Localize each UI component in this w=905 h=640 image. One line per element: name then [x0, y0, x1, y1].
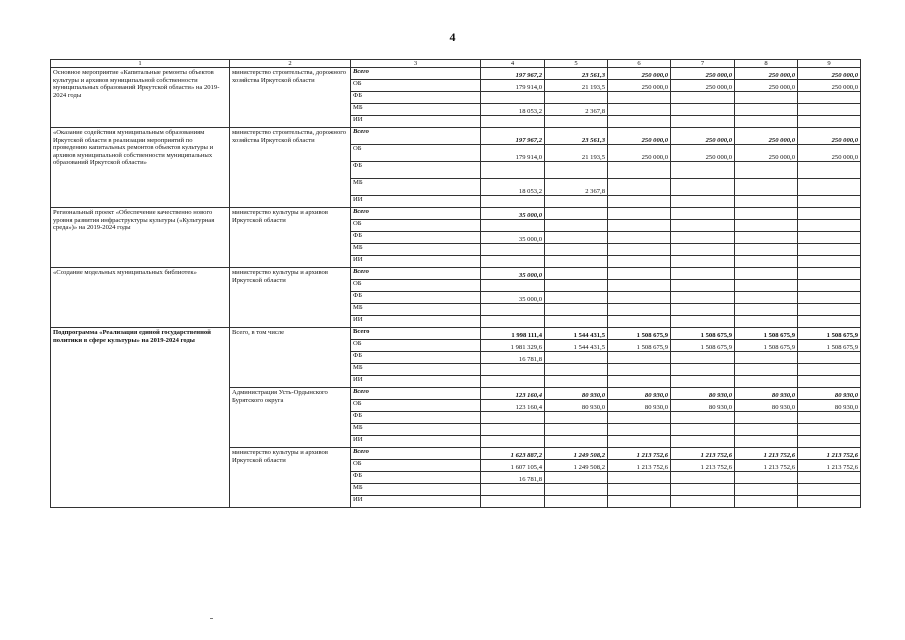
value-cell	[735, 116, 798, 128]
value-cell	[608, 220, 671, 232]
funding-source: ОБ	[351, 220, 481, 232]
value-cell: 179 914,0	[481, 145, 545, 162]
table-row	[51, 68, 861, 80]
value-cell	[481, 116, 545, 128]
measure-name: «Создание модельных муниципальных библиотек»	[51, 268, 230, 328]
funding-source: ОБ	[351, 400, 481, 412]
value-cell	[545, 376, 608, 388]
value-cell	[671, 412, 735, 424]
funding-source: ФБ	[351, 352, 481, 364]
value-cell	[735, 316, 798, 328]
value-cell	[608, 412, 671, 424]
value-cell	[798, 376, 861, 388]
value-cell	[671, 496, 735, 508]
value-cell	[481, 256, 545, 268]
value-cell: 123 160,4	[481, 400, 545, 412]
funding-source: ОБ	[351, 280, 481, 292]
executor-name: министерство культуры и архивов Иркутской области	[230, 448, 351, 508]
value-cell	[798, 292, 861, 304]
value-cell	[608, 104, 671, 116]
funding-source: МБ	[351, 304, 481, 316]
value-cell: 250 000,0	[798, 80, 861, 92]
value-cell	[798, 116, 861, 128]
value-cell: 1 508 675,9	[671, 340, 735, 352]
value-cell: 1 508 675,9	[671, 328, 735, 340]
value-cell: 80 930,0	[545, 400, 608, 412]
value-cell	[798, 496, 861, 508]
value-cell	[735, 292, 798, 304]
value-cell: 250 000,0	[608, 145, 671, 162]
value-cell: 1 213 752,6	[798, 448, 861, 460]
value-cell	[481, 412, 545, 424]
value-cell: 80 930,0	[735, 400, 798, 412]
executor-name: Всего, в том числе	[230, 328, 351, 388]
value-cell	[671, 256, 735, 268]
value-cell: 1 213 752,6	[671, 448, 735, 460]
funding-source: Всего	[351, 268, 481, 280]
value-cell	[671, 364, 735, 376]
value-cell: 16 781,8	[481, 472, 545, 484]
funding-source: ИИ	[351, 496, 481, 508]
value-cell	[545, 232, 608, 244]
value-cell	[671, 280, 735, 292]
value-cell: 35 000,0	[481, 268, 545, 280]
value-cell: 1 544 431,5	[545, 340, 608, 352]
value-cell: 1 213 752,6	[798, 460, 861, 472]
funding-source: МБ	[351, 104, 481, 116]
value-cell	[671, 484, 735, 496]
value-cell	[671, 244, 735, 256]
value-cell: 21 193,5	[545, 80, 608, 92]
executor-name: министерство культуры и архивов Иркутской области	[230, 268, 351, 328]
value-cell	[671, 232, 735, 244]
value-cell: 80 930,0	[671, 388, 735, 400]
funding-source: Всего	[351, 128, 481, 145]
value-cell	[608, 424, 671, 436]
value-cell	[671, 208, 735, 220]
value-cell: 250 000,0	[671, 128, 735, 145]
value-cell: 250 000,0	[735, 80, 798, 92]
value-cell: 250 000,0	[735, 128, 798, 145]
value-cell: 1 213 752,6	[608, 448, 671, 460]
table-row	[51, 208, 861, 220]
value-cell: 2 367,8	[545, 179, 608, 196]
value-cell	[671, 316, 735, 328]
value-cell	[798, 364, 861, 376]
value-cell	[735, 280, 798, 292]
value-cell	[545, 424, 608, 436]
funding-source: ФБ	[351, 162, 481, 179]
funding-source: ОБ	[351, 145, 481, 162]
value-cell	[545, 304, 608, 316]
value-cell	[671, 220, 735, 232]
value-cell	[608, 196, 671, 208]
value-cell: 250 000,0	[798, 128, 861, 145]
value-cell: 1 607 105,4	[481, 460, 545, 472]
value-cell	[608, 256, 671, 268]
value-cell: 250 000,0	[735, 68, 798, 80]
funding-source: МБ	[351, 484, 481, 496]
value-cell	[735, 220, 798, 232]
funding-source: ФБ	[351, 292, 481, 304]
value-cell	[545, 92, 608, 104]
value-cell: 197 967,2	[481, 128, 545, 145]
value-cell	[735, 472, 798, 484]
executor-name: министерство строительства, дорожного хозяйства Иркутской области	[230, 68, 351, 128]
table-row	[51, 268, 861, 280]
value-cell	[608, 484, 671, 496]
value-cell	[735, 376, 798, 388]
value-cell: 1 213 752,6	[735, 448, 798, 460]
value-cell	[735, 104, 798, 116]
value-cell	[545, 316, 608, 328]
header-cell: 7	[671, 60, 735, 68]
value-cell: 250 000,0	[671, 68, 735, 80]
funding-source: ИИ	[351, 376, 481, 388]
value-cell	[481, 92, 545, 104]
value-cell	[608, 496, 671, 508]
value-cell	[545, 244, 608, 256]
value-cell	[545, 352, 608, 364]
value-cell	[798, 92, 861, 104]
value-cell	[798, 232, 861, 244]
value-cell: 1 981 329,6	[481, 340, 545, 352]
value-cell	[608, 376, 671, 388]
header-cell: 5	[545, 60, 608, 68]
value-cell	[608, 162, 671, 179]
funding-source: ИИ	[351, 436, 481, 448]
value-cell	[608, 268, 671, 280]
header-cell: 2	[230, 60, 351, 68]
value-cell: 1 623 887,2	[481, 448, 545, 460]
value-cell	[735, 436, 798, 448]
value-cell	[608, 292, 671, 304]
value-cell	[671, 424, 735, 436]
value-cell	[481, 496, 545, 508]
value-cell	[608, 352, 671, 364]
value-cell	[798, 280, 861, 292]
value-cell	[798, 352, 861, 364]
funding-source: ФБ	[351, 412, 481, 424]
value-cell	[735, 179, 798, 196]
header-cell: 4	[481, 60, 545, 68]
value-cell: 1 508 675,9	[608, 340, 671, 352]
value-cell	[798, 179, 861, 196]
funding-source: МБ	[351, 364, 481, 376]
funding-source: Всего	[351, 448, 481, 460]
funding-source: ФБ	[351, 92, 481, 104]
value-cell	[735, 92, 798, 104]
value-cell: 250 000,0	[608, 128, 671, 145]
value-cell: 80 930,0	[798, 388, 861, 400]
value-cell	[608, 436, 671, 448]
value-cell	[735, 268, 798, 280]
value-cell	[608, 116, 671, 128]
value-cell	[671, 92, 735, 104]
value-cell: 1 508 675,9	[735, 328, 798, 340]
value-cell: 80 930,0	[545, 388, 608, 400]
value-cell: 197 967,2	[481, 68, 545, 80]
value-cell: 1 213 752,6	[671, 460, 735, 472]
value-cell	[608, 92, 671, 104]
budget-table	[50, 59, 861, 508]
value-cell	[671, 472, 735, 484]
value-cell: 1 508 675,9	[798, 328, 861, 340]
funding-source: ФБ	[351, 472, 481, 484]
funding-source: ИИ	[351, 196, 481, 208]
value-cell	[608, 232, 671, 244]
value-cell	[545, 292, 608, 304]
value-cell: 250 000,0	[735, 145, 798, 162]
value-cell: 18 053,2	[481, 179, 545, 196]
value-cell	[481, 364, 545, 376]
funding-source: ОБ	[351, 340, 481, 352]
value-cell: 23 561,3	[545, 128, 608, 145]
value-cell	[481, 316, 545, 328]
value-cell: 1 508 675,9	[798, 340, 861, 352]
value-cell	[481, 280, 545, 292]
value-cell	[545, 436, 608, 448]
value-cell: 1 249 508,2	[545, 460, 608, 472]
value-cell	[545, 496, 608, 508]
header-row	[51, 60, 861, 68]
value-cell: 23 561,3	[545, 68, 608, 80]
funding-source: Всего	[351, 328, 481, 340]
value-cell	[608, 280, 671, 292]
funding-source: МБ	[351, 424, 481, 436]
value-cell	[545, 280, 608, 292]
funding-source: МБ	[351, 244, 481, 256]
value-cell	[608, 244, 671, 256]
value-cell	[481, 244, 545, 256]
measure-name: Региональный проект «Обеспечение качественно нового уровня развития инфраструктуры культуры («Культурная среда»)» на 2019-2024 годы	[51, 208, 230, 268]
funding-source: МБ	[351, 179, 481, 196]
header-cell: 1	[51, 60, 230, 68]
funding-source: ОБ	[351, 460, 481, 472]
value-cell: 80 930,0	[608, 388, 671, 400]
value-cell: 2 367,8	[545, 104, 608, 116]
value-cell	[545, 364, 608, 376]
value-cell: 1 213 752,6	[608, 460, 671, 472]
value-cell	[671, 376, 735, 388]
value-cell	[545, 268, 608, 280]
value-cell	[671, 292, 735, 304]
value-cell	[735, 364, 798, 376]
value-cell	[735, 256, 798, 268]
value-cell: 35 000,0	[481, 232, 545, 244]
value-cell: 80 930,0	[798, 400, 861, 412]
value-cell	[608, 472, 671, 484]
measure-name: «Оказание содействия муниципальным образованиям Иркутской области в реализации мероприятий по проведению капитальных ремонтов объектов культуры и архивов муниципальной собственности муниципальных образований Иркутской области»	[51, 128, 230, 208]
header-cell: 9	[798, 60, 861, 68]
value-cell: 80 930,0	[735, 388, 798, 400]
value-cell	[545, 256, 608, 268]
value-cell	[545, 116, 608, 128]
value-cell: 16 781,8	[481, 352, 545, 364]
value-cell	[545, 208, 608, 220]
value-cell	[608, 364, 671, 376]
funding-source: Всего	[351, 68, 481, 80]
value-cell	[481, 220, 545, 232]
value-cell	[545, 484, 608, 496]
value-cell: 35 000,0	[481, 208, 545, 220]
value-cell: 80 930,0	[671, 400, 735, 412]
measure-name: Подпрограмма «Реализация единой государственной политики в сфере культуры» на 2019-2024 годы	[51, 328, 230, 508]
value-cell: 18 053,2	[481, 104, 545, 116]
page-number: 4	[449, 30, 456, 44]
value-cell	[798, 316, 861, 328]
value-cell: 250 000,0	[798, 145, 861, 162]
value-cell	[798, 424, 861, 436]
value-cell	[671, 162, 735, 179]
value-cell	[798, 104, 861, 116]
value-cell	[545, 220, 608, 232]
value-cell	[481, 484, 545, 496]
value-cell	[798, 208, 861, 220]
value-cell: 123 160,4	[481, 388, 545, 400]
funding-source: ИИ	[351, 316, 481, 328]
value-cell	[608, 179, 671, 196]
value-cell	[798, 256, 861, 268]
value-cell: 1 998 111,4	[481, 328, 545, 340]
value-cell: 1 544 431,5	[545, 328, 608, 340]
value-cell	[798, 268, 861, 280]
value-cell	[798, 244, 861, 256]
value-cell: 250 000,0	[798, 68, 861, 80]
value-cell	[481, 424, 545, 436]
value-cell: 35 000,0	[481, 292, 545, 304]
funding-source: Всего	[351, 208, 481, 220]
value-cell	[798, 162, 861, 179]
value-cell	[735, 352, 798, 364]
measure-name: Основное мероприятие «Капитальные ремонты объектов культуры и архивов муниципальной собственности муниципальных образований Иркутской области» на 2019-2024 годы	[51, 68, 230, 128]
value-cell	[798, 196, 861, 208]
executor-name: министерство культуры и архивов Иркутской области	[230, 208, 351, 268]
value-cell	[608, 208, 671, 220]
executor-name: Администрация Усть-Ордынского Бурятского округа	[230, 388, 351, 448]
value-cell	[545, 412, 608, 424]
value-cell	[671, 304, 735, 316]
value-cell	[671, 352, 735, 364]
funding-source: ИИ	[351, 256, 481, 268]
value-cell	[671, 268, 735, 280]
scan-mark	[210, 618, 213, 619]
header-cell: 8	[735, 60, 798, 68]
value-cell	[481, 196, 545, 208]
value-cell	[798, 484, 861, 496]
value-cell	[481, 304, 545, 316]
value-cell	[735, 484, 798, 496]
value-cell	[798, 472, 861, 484]
value-cell	[481, 436, 545, 448]
value-cell: 80 930,0	[608, 400, 671, 412]
value-cell	[798, 412, 861, 424]
funding-source: ФБ	[351, 232, 481, 244]
header-cell: 6	[608, 60, 671, 68]
value-cell	[735, 232, 798, 244]
value-cell: 250 000,0	[608, 68, 671, 80]
value-cell	[545, 196, 608, 208]
value-cell: 250 000,0	[671, 145, 735, 162]
value-cell	[798, 436, 861, 448]
value-cell	[671, 116, 735, 128]
value-cell	[735, 162, 798, 179]
table-row	[51, 128, 861, 145]
value-cell	[545, 162, 608, 179]
value-cell: 1 213 752,6	[735, 460, 798, 472]
value-cell	[735, 304, 798, 316]
value-cell: 1 508 675,9	[735, 340, 798, 352]
value-cell	[545, 472, 608, 484]
funding-source: Всего	[351, 388, 481, 400]
value-cell: 21 193,5	[545, 145, 608, 162]
header-cell: 3	[351, 60, 481, 68]
value-cell	[735, 244, 798, 256]
funding-source: ИИ	[351, 116, 481, 128]
table-row	[51, 328, 861, 340]
funding-source: ОБ	[351, 80, 481, 92]
value-cell	[671, 179, 735, 196]
value-cell	[735, 412, 798, 424]
value-cell	[735, 196, 798, 208]
value-cell	[735, 496, 798, 508]
value-cell	[671, 196, 735, 208]
value-cell: 1 249 508,2	[545, 448, 608, 460]
value-cell: 1 508 675,9	[608, 328, 671, 340]
executor-name: министерство строительства, дорожного хозяйства Иркутской области	[230, 128, 351, 208]
value-cell	[735, 424, 798, 436]
value-cell	[798, 304, 861, 316]
value-cell: 179 914,0	[481, 80, 545, 92]
value-cell	[671, 104, 735, 116]
value-cell	[608, 316, 671, 328]
value-cell	[481, 162, 545, 179]
value-cell	[671, 436, 735, 448]
value-cell: 250 000,0	[608, 80, 671, 92]
value-cell	[608, 304, 671, 316]
value-cell	[798, 220, 861, 232]
value-cell	[735, 208, 798, 220]
value-cell	[481, 376, 545, 388]
value-cell: 250 000,0	[671, 80, 735, 92]
